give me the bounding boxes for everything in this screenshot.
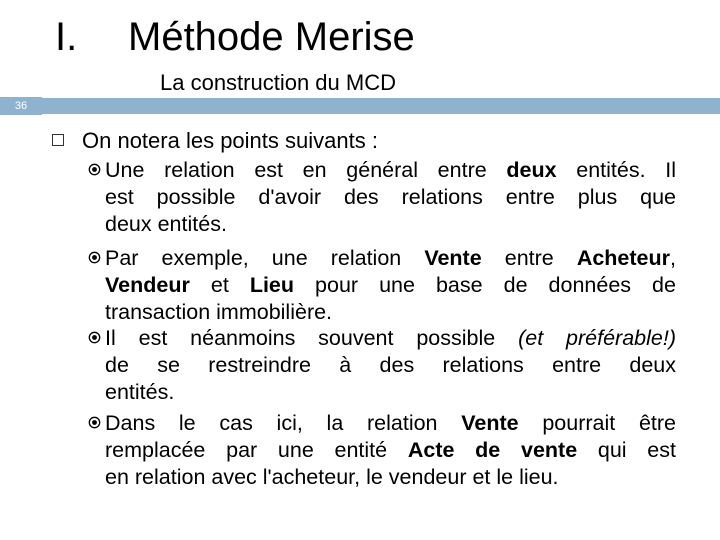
text-line: Une relation est en général entre deux entités. Il [105, 158, 676, 182]
page-number: 36 [14, 100, 28, 112]
section-number: I. [55, 15, 78, 59]
bullet-item [88, 157, 676, 237]
text-line: est possible d'avoir des relations entre plus que [105, 184, 676, 209]
slide-subtitle: La construction du MCD [160, 70, 396, 95]
divider-bar [42, 98, 720, 114]
italic-text: (et préférable!) [518, 326, 676, 350]
text-line: Vendeur et Lieu pour une base de données de [105, 272, 676, 297]
bullet-item [88, 410, 676, 490]
bold-term: deux [506, 158, 557, 182]
bullet-item [88, 245, 676, 325]
bullet-text [105, 410, 676, 490]
text-line: remplacée par une entité Acte de vente qui est [105, 437, 676, 462]
bold-term: Acte de vente [407, 437, 578, 462]
text-line: transaction immobilière. [105, 299, 333, 324]
text-line: Il est néanmoins souvent possible (et préférable!) [105, 326, 676, 350]
intro-text: On notera les points suivants : [82, 128, 378, 153]
page-number-bar [0, 97, 720, 115]
bullet-text [105, 245, 676, 325]
square-bullet-icon [52, 134, 64, 146]
text-line: de se restreindre à des relations entre deux [105, 352, 676, 377]
circle-bullet-icon [88, 331, 101, 344]
bullet-text [105, 157, 676, 237]
text-line: Dans le cas ici, la relation Vente pourrait être [105, 411, 676, 435]
circle-bullet-icon [88, 251, 101, 264]
bold-term: Vente [424, 246, 482, 270]
bullet-item [88, 325, 676, 405]
bold-term: Vente [461, 411, 519, 435]
bold-term: Lieu [249, 272, 295, 297]
bold-term: Vendeur [105, 272, 190, 297]
circle-bullet-icon [88, 163, 101, 176]
text-line: entités. [105, 379, 175, 404]
text-line: Par exemple, une relation Vente entre Acheteur, [105, 246, 676, 270]
circle-bullet-icon [88, 416, 101, 429]
slide-title [55, 12, 415, 62]
text-line: deux entités. [105, 211, 227, 236]
title-text: Méthode Merise [128, 15, 415, 59]
text-line: en relation avec l'acheteur, le vendeur et le lieu. [105, 464, 559, 489]
bold-term: Acheteur [576, 246, 671, 270]
bullet-text [105, 325, 676, 405]
